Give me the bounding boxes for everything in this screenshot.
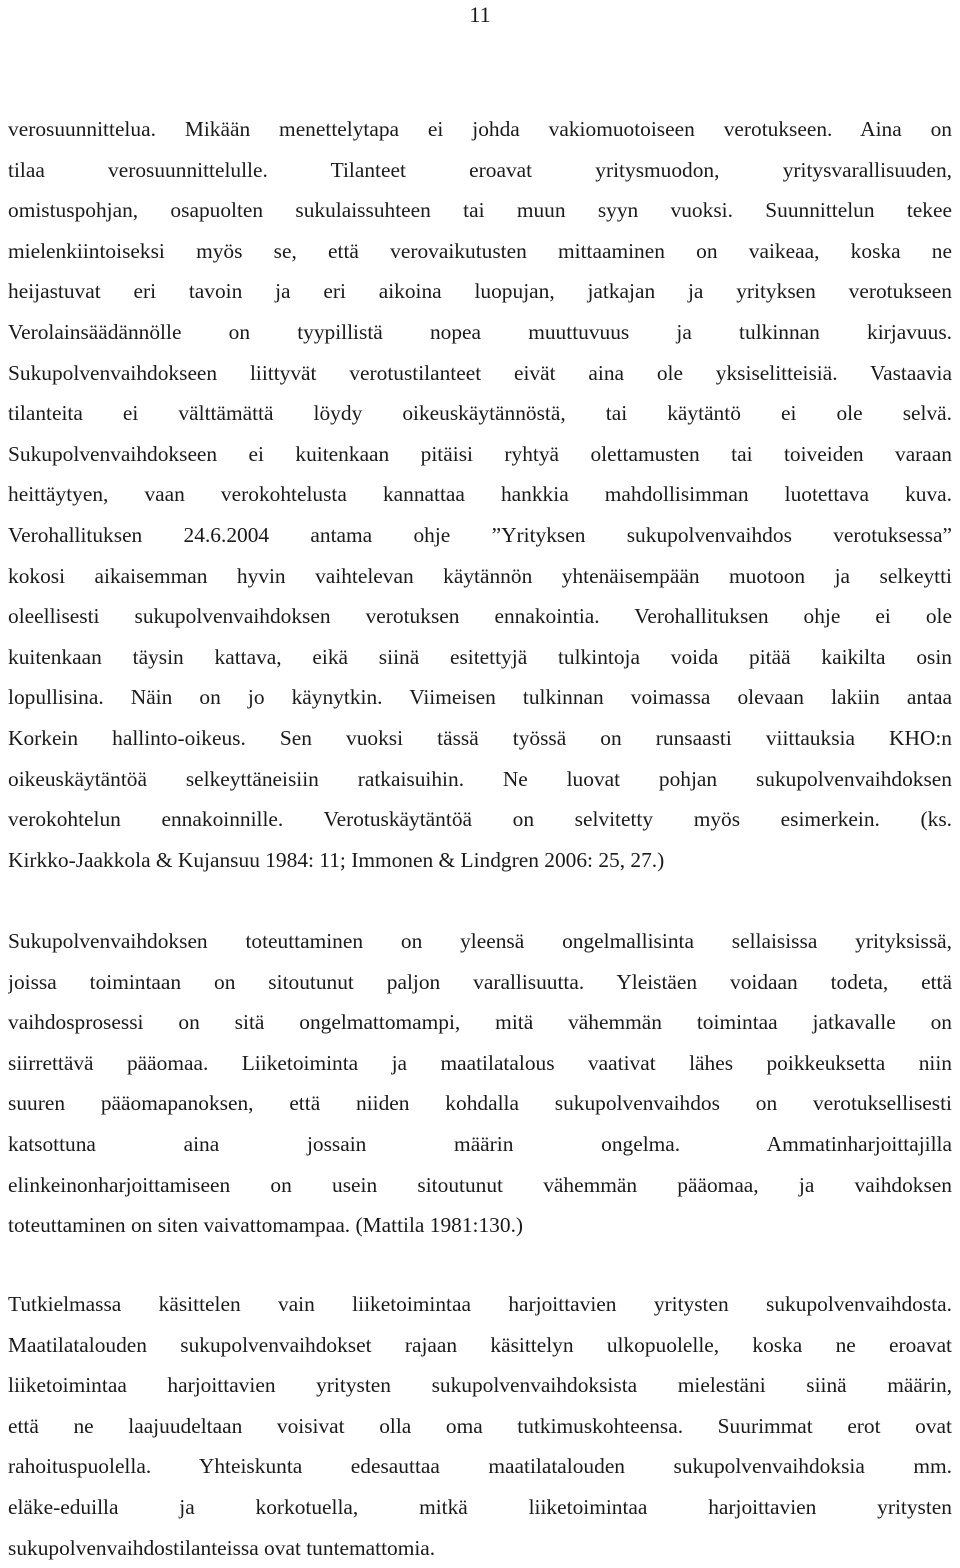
text-line: Sukupolvenvaihdokseen ei kuitenkaan pitäisi ryhtyä olettamusten tai toiveiden varaan xyxy=(8,441,952,466)
paragraph-scope xyxy=(8,1284,952,1568)
text-line: Verohallituksen 24.6.2004 antama ohje ”Yrityksen sukupolvenvaihdos verotuksessa” xyxy=(8,522,952,547)
text-line: suuren pääomapanoksen, että niiden kohdalla sukupolvenvaihdos on verotuksellisesti xyxy=(8,1091,952,1116)
text-line: oleellisesti sukupolvenvaihdoksen verotuksen ennakointia. Verohallituksen ohje ei ole xyxy=(8,604,952,629)
text-line: Kirkko-Jaakkola & Kujansuu 1984: 11; Immonen & Lindgren 2006: 25, 27.) xyxy=(8,847,665,872)
text-line: katsottuna aina jossain määrin ongelma. Ammatinharjoittajilla xyxy=(8,1131,952,1156)
text-line: heijastuvat eri tavoin ja eri aikoina luopujan, jatkajan ja yrityksen verotukseen xyxy=(8,279,952,304)
text-line: tilanteita ei välttämättä löydy oikeuskäytännöstä, tai käytäntö ei ole selvä. xyxy=(8,401,952,426)
text-line: omistuspohjan, osapuolten sukulaissuhteen tai muun syyn vuoksi. Suunnittelun tekee xyxy=(8,198,952,223)
text-line: vaihdosprosessi on sitä ongelmattomampi, mitä vähemmän toimintaa jatkavalle on xyxy=(8,1010,952,1035)
text-line: tilaa verosuunnittelulle. Tilanteet eroavat yritysmuodon, yritysvarallisuuden, xyxy=(8,157,952,182)
text-line: Sukupolvenvaihdoksen toteuttaminen on yleensä ongelmallisinta sellaisissa yrityksissä, xyxy=(8,929,952,953)
text-line: kuitenkaan täysin kattava, eikä siinä esitettyjä tulkintoja voida pitää kaikilta osin xyxy=(8,644,952,669)
text-line: heittäytyen, vaan verokohtelusta kannattaa hankkia mahdollisimman luotettava kuva. xyxy=(8,482,952,507)
text-line: eläke-eduilla ja korkotuella, mitkä liiketoimintaa harjoittavien yritysten xyxy=(8,1494,952,1519)
text-line: verosuunnittelua. Mikään menettelytapa ei johda vakiomuotoiseen verotukseen. Aina on xyxy=(8,117,952,141)
text-line: mielenkiintoiseksi myös se, että verovaikutusten mittaaminen on vaikeaa, koska ne xyxy=(8,238,952,263)
text-line: sukupolvenvaihdostilanteissa ovat tuntemattomia. xyxy=(8,1535,436,1560)
text-line: Tutkielmassa käsittelen vain liiketoimintaa harjoittavien yritysten sukupolvenvaihdosta. xyxy=(8,1292,952,1316)
text-line: elinkeinonharjoittamiseen on usein sitoutunut vähemmän pääomaa, ja vaihdoksen xyxy=(8,1172,952,1197)
text-line: verokohtelun ennakoinnille. Verotuskäytäntöä on selvitetty myös esimerkein. (ks. xyxy=(8,807,952,832)
text-line: Verolainsäädännölle on tyypillistä nopea muuttuvuus ja tulkinnan kirjavuus. xyxy=(8,319,952,344)
page-number: 11 xyxy=(469,2,491,27)
text-line: että ne laajuudeltaan voisivat olla oma tutkimuskohteensa. Suurimmat erot ovat xyxy=(8,1413,952,1438)
text-line: kokosi aikaisemman hyvin vaihtelevan käytännön yhtenäisempään muotoon ja selkeytti xyxy=(8,563,952,588)
text-line: Maatilatalouden sukupolvenvaihdokset rajaan käsittelyn ulkopuolelle, koska ne eroavat xyxy=(8,1332,952,1357)
paragraph-tax-planning xyxy=(8,109,952,880)
paragraph-succession-capital xyxy=(8,921,952,1246)
text-line: liiketoimintaa harjoittavien yritysten sukupolvenvaihdoksista mielestäni siinä määrin, xyxy=(8,1373,952,1398)
text-line: toteuttaminen on siten vaivattomampaa. (Mattila 1981:130.) xyxy=(8,1213,524,1238)
text-line: joissa toimintaan on sitoutunut paljon varallisuutta. Yleistäen voidaan todeta, että xyxy=(8,969,952,994)
text-line: Sukupolvenvaihdokseen liittyvät verotustilanteet eivät aina ole yksiselitteisiä. Vastaavia xyxy=(8,360,952,385)
text-line: lopullisina. Näin on jo käynytkin. Viimeisen tulkinnan voimassa olevaan lakiin antaa xyxy=(8,685,952,710)
text-line: oikeuskäytäntöä selkeyttäneisiin ratkaisuihin. Ne luovat pohjan sukupolvenvaihdoksen xyxy=(8,766,952,791)
text-line: rahoituspuolella. Yhteiskunta edesauttaa maatilatalouden sukupolvenvaihdoksia mm. xyxy=(8,1454,952,1479)
text-line: siirrettävä pääomaa. Liiketoiminta ja maatilatalous vaativat lähes poikkeuksetta niin xyxy=(8,1050,952,1075)
text-line: Korkein hallinto-oikeus. Sen vuoksi tässä työssä on runsaasti viittauksia KHO:n xyxy=(8,725,952,750)
